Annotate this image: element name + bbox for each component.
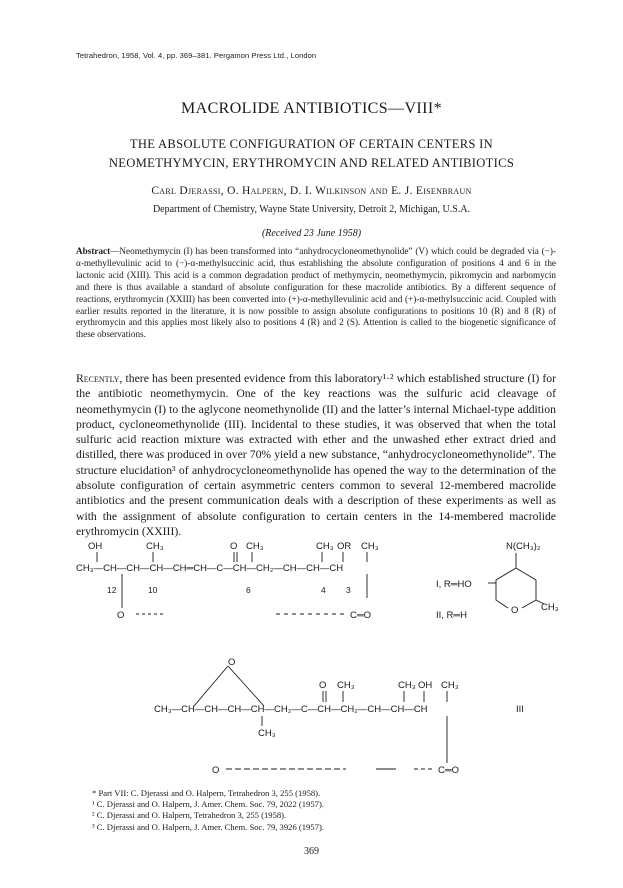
affiliation: Department of Chemistry, Wayne State University, Detroit 2, Michigan, U.S.A.: [152, 204, 471, 215]
s1-number-12: 12: [107, 585, 117, 595]
s3-o-keto: O: [319, 680, 327, 691]
journal-header: Tetrahedron, 1958, Vol. 4, pp. 369–381. Pergamon Press Ltd., London: [76, 51, 317, 60]
footnote-1: ¹ C. Djerassi and O. Halpern, J. Amer. Chem. Soc. 79, 2022 (1957).: [92, 799, 324, 810]
label-II: II, R═H: [436, 610, 468, 621]
s3-epoxide-oxygen: O: [228, 657, 236, 668]
s1-oh: OH: [88, 541, 103, 552]
s1-ch3-c: CH₃: [316, 541, 334, 552]
s3-oh: OH: [418, 680, 433, 691]
page-number: 369: [304, 846, 319, 857]
paper-title: MACROLIDE ANTIBIOTICS—VIII*: [180, 100, 442, 117]
s1-number-4: 4: [321, 585, 326, 595]
footnote-star: * Part VII: C. Djerassi and O. Halpern, Tetrahedron 3, 255 (1958).: [92, 788, 321, 798]
s1-number-3: 3: [346, 585, 351, 595]
s1-ring-oxygen: O: [117, 610, 125, 621]
body-paragraph: [76, 371, 556, 539]
subtitle-line-2: NEOMETHYMYCIN, ERYTHROMYCIN AND RELATED ANTIBIOTICS: [108, 156, 515, 170]
label-I: I, R═HO: [436, 579, 472, 590]
structure-I-II: [76, 541, 472, 621]
s1-lactone-carbonyl: C═O: [350, 610, 371, 621]
s1-main-chain: CH₃—CH—CH—CH—CH═CH—C—CH—CH₂—CH—CH—CH: [76, 563, 344, 574]
s1-ch3-a: CH₃: [146, 541, 164, 552]
s1-ch3-b: CH₃: [246, 541, 264, 552]
s1-number-10: 10: [148, 585, 158, 595]
s3-main-chain: CH₃—CH—CH—CH—CH—CH₂—C—CH—CH₂—CH—CH—CH: [154, 704, 428, 715]
abstract-label: Abstract: [76, 246, 111, 256]
s1-number-6: 6: [246, 585, 251, 595]
label-III: III: [516, 704, 524, 715]
sugar-ring: [488, 541, 559, 616]
s3-ring-oxygen: O: [212, 765, 220, 776]
s3-ch3-a: CH₃: [337, 680, 355, 691]
paper-subtitle: [0, 135, 623, 173]
s3-lactone-carbonyl: C═O: [438, 765, 459, 776]
footnotes: [92, 788, 324, 833]
s1-ch3-d: CH₃: [361, 541, 379, 552]
structure-III: [154, 657, 524, 776]
author-list: Carl Djerassi, O. Halpern, D. I. Wilkinson and E. J. Eisenbraun: [151, 185, 472, 197]
s1-or: OR: [337, 541, 352, 552]
s3-methyl-substituent: CH₃: [258, 728, 276, 739]
abstract: [76, 246, 556, 341]
chemical-structures: [76, 538, 559, 778]
body-lead-word: Recently: [76, 372, 120, 385]
s3-ch3-c: CH₃: [441, 680, 459, 691]
sugar-ring-oxygen: O: [511, 605, 519, 616]
footnote-2: ² C. Djerassi and O. Halpern, Tetrahedron 3, 255 (1958).: [92, 810, 287, 821]
abstract-text: —Neomethymycin (I) has been transformed into “anhydrocycloneomethynolide” (V) which could be degraded via (−)-α-methyllevulinic acid to (−)-α-methylsuccinic acid, thus establishing the absolute configuration of positions 4 and 6 in the lactonic acid (XIII). This acid is a common degradation product of methymycin, neomethymycin, pikromycin and narbomycin and there is thus available a standard of absolute configuration for these macrolide antibiotics. By a different sequence of reactions, erythromycin (XXIII) has been converted into (+)-α-methyllevulinic acid and (+)-α-methylsuccinic acid. Coupled with earlier results reported in the literature, it is now possible to assign absolute configurations to positions 10 (R) and 8 (R) of erythromycin and this applies most likely also to positions 4 (R) and 2 (S). Attention is called to the biogenetic significance of these observations.: [76, 246, 556, 340]
subtitle-line-1: THE ABSOLUTE CONFIGURATION OF CERTAIN CENTERS IN: [129, 137, 494, 151]
footnote-3: ³ C. Djerassi and O. Halpern, J. Amer. Chem. Soc. 79, 3926 (1957).: [92, 821, 324, 832]
s1-o-keto: O: [230, 541, 238, 552]
s3-ch3-b: CH₃: [398, 680, 416, 691]
received-date: (Received 23 June 1958): [261, 228, 362, 239]
sugar-dimethylamino: N(CH₃)₂: [506, 541, 541, 552]
body-text: , there has been presented evidence from this laboratory¹·² which established structure (I) for the antibiotic neomethymycin. One of the key reactions was the sulfuric acid cleavage of neomethymycin (I) to the aglycone neomethynolide (II) and the latter’s internal Michael-type addition product, cycloneomethynolide (III). Incidental to these studies, it was observed that when the total sulfuric acid reaction mixture was extracted with ether and the unwashed ether extract dried and distilled, there was produced in over 70% yield a new substance, “anhydrocycloneomethynolide”. The structure elucidation³ of anhydrocycloneomethynolide has opened the way to the determination of the absolute configuration of certain asymmetric centers common to several 12-membered macrolide antibiotics and the present communication deals with a description of these experiments as well as with the assignment of absolute configuration to certain centers in the 14-membered macrolide erythromycin (XXIII).: [76, 372, 556, 538]
sugar-methyl: CH₃: [541, 602, 559, 613]
